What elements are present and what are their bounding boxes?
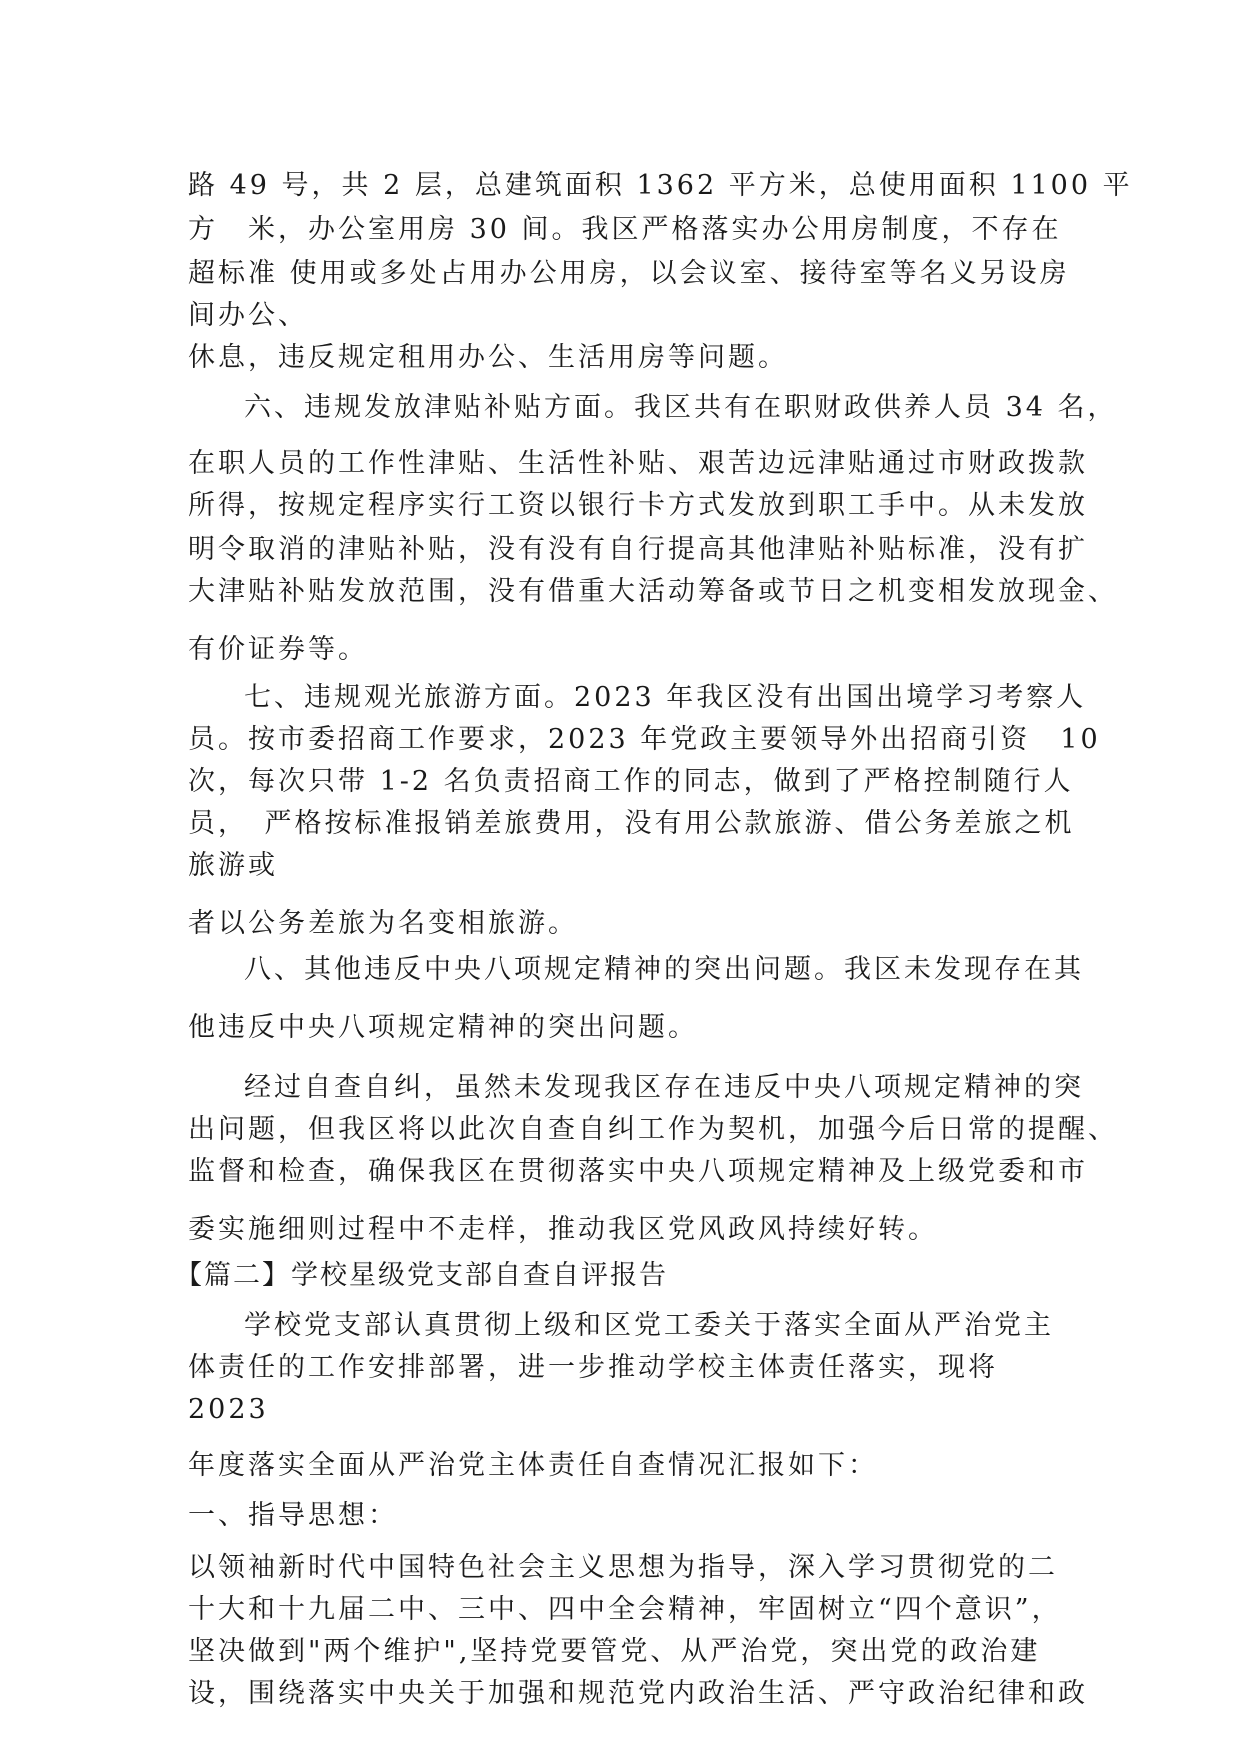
section-heading: 【篇二】学校星级党支部自查自评报告 [175,1260,668,1291]
text-line: 旅游或 [188,850,278,881]
text-line: 委实施细则过程中不走样，推动我区党风政风持续好转。 [188,1214,938,1245]
text-line: 超标准 使用或多处占用办公用房，以会议室、接待室等名义另设房 [188,258,1070,289]
text-line: 员， 严格按标准报销差旅费用，没有用公款旅游、借公务差旅之机 [188,808,1075,839]
paragraph-first-line: 八、其他违反中央八项规定精神的突出问题。我区未发现存在其 [244,954,1084,985]
text-line: 坚决做到"两个维护",坚持党要管党、从严治党，突出党的政治建 [188,1636,1041,1667]
text-line: 以领袖新时代中国特色社会主义思想为指导，深入学习贯彻党的二 [188,1552,1058,1583]
text-line: 路 49 号，共 2 层，总建筑面积 1362 平方米，总使用面积 1100 平 [188,170,1133,201]
text-line: 他违反中央八项规定精神的突出问题。 [188,1012,698,1043]
paragraph-first-line: 学校党支部认真贯彻上级和区党工委关于落实全面从严治党主 [244,1310,1054,1341]
paragraph-first-line: 七、违规观光旅游方面。2023 年我区没有出国出境学习考察人 [244,682,1087,713]
text-line: 十大和十九届二中、三中、四中全会精神，牢固树立“四个意识”， [188,1594,1062,1625]
text-line: 年度落实全面从严治党主体责任自查情况汇报如下： [188,1450,878,1481]
text-line: 明令取消的津贴补贴，没有没有自行提高其他津贴补贴标准，没有扩 [188,534,1088,565]
text-line: 次，每次只带 1-2 名负责招商工作的同志，做到了严格控制随行人 [188,766,1074,797]
text-line: 员。按市委招商工作要求，2023 年党政主要领导外出招商引资 10 [188,724,1101,755]
text-line: 设，围绕落实中央关于加强和规范党内政治生活、严守政治纪律和政 [188,1678,1088,1709]
text-line: 在职人员的工作性津贴、生活性补贴、艰苦边远津贴通过市财政拨款 [188,448,1088,479]
text-line: 休息，违反规定租用办公、生活用房等问题。 [188,342,788,373]
text-line: 间办公、 [188,300,308,331]
text-line: 体责任的工作安排部署，进一步推动学校主体责任落实，现将 [188,1352,998,1383]
subheading: 一、指导思想： [188,1500,398,1531]
text-line: 监督和检查，确保我区在贯彻落实中央八项规定精神及上级党委和市 [188,1156,1088,1187]
text-line: 大津贴补贴发放范围，没有借重大活动筹备或节日之机变相发放现金、 [188,576,1118,607]
paragraph-first-line: 经过自查自纠，虽然未发现我区存在违反中央八项规定精神的突 [244,1072,1084,1103]
text-line: 出问题，但我区将以此次自查自纠工作为契机，加强今后日常的提醒、 [188,1114,1118,1145]
text-line: 有价证券等。 [188,634,368,665]
text-line: 方 米，办公室用房 30 间。我区严格落实办公用房制度，不存在 [188,214,1062,245]
paragraph-first-line: 六、违规发放津贴补贴方面。我区共有在职财政供养人员 34 名， [244,392,1118,423]
text-line: 者以公务差旅为名变相旅游。 [188,908,578,939]
text-line: 2023 [188,1394,269,1425]
text-line: 所得，按规定程序实行工资以银行卡方式发放到职工手中。从未发放 [188,490,1088,521]
